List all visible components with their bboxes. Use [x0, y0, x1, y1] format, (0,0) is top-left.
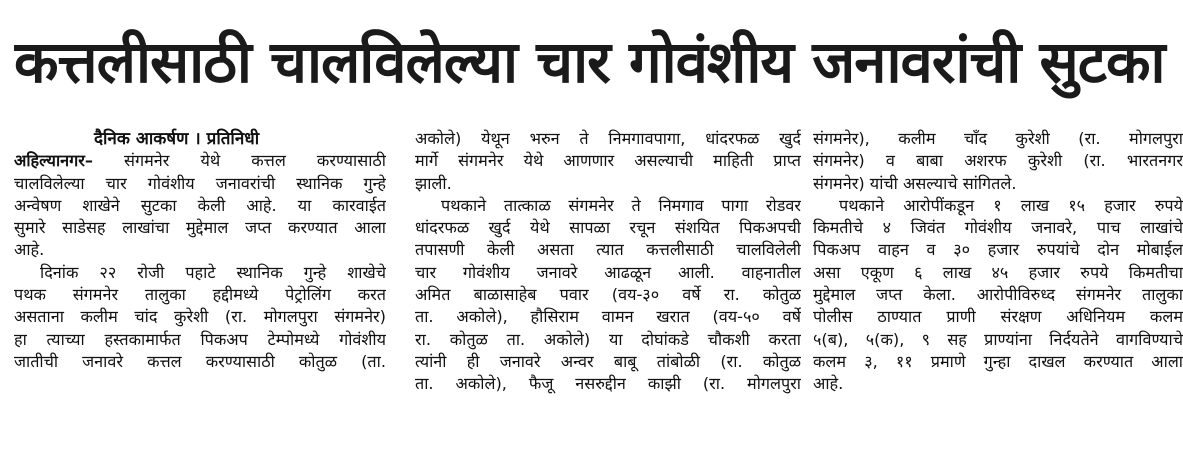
article-line: पोलीस ठाण्यात प्राणी संरक्षण अधिनियम कलम: [813, 307, 1183, 327]
article-line: रा. कोतुळ ता. अकोले) या दोघांकडे चौकशी करता: [415, 329, 801, 349]
headline: कत्तलीसाठी चालविलेल्या चार गोवंशीय जनावरांची सुटका: [14, 28, 1165, 96]
article-line: असा एकूण ६ लाख ४५ हजार रुपये किमतीचा: [813, 262, 1183, 282]
article-line: ता. अकोले), फैजू नसरुद्दीन काझी (रा. मोगलपुरा: [415, 374, 801, 394]
article-column-2: [415, 128, 801, 467]
article-line: [14, 150, 386, 172]
article-line: आहे.: [813, 374, 844, 394]
article-line: ५(ब), ५(क), ९ सह प्राण्यांना निर्दयतेने वागविण्याचे: [813, 329, 1183, 349]
article-line: तपासणी केली असता त्यात कत्तलीसाठी चालविलेली: [415, 240, 801, 260]
article-line: दिनांक २२ रोजी पहाटे स्थानिक गुन्हे शाखेचे: [40, 262, 386, 282]
article-line: अमित बाळासाहेब पवार (वय-३० वर्षे रा. कोतुळ: [415, 285, 801, 305]
article-line: कलम ३, ११ प्रमाणे गुन्हा दाखल करण्यात आला: [813, 351, 1183, 371]
article-line: धांदरफळ खुर्द येथे सापळा रचून संशयित पिकअपची: [415, 218, 801, 238]
article-line: अन्वेषण शाखेने सुटका केली आहे. या कारवाईत: [14, 195, 386, 215]
article-line: संगमनेर), कलीम चाँद कुरेशी (रा. मोगलपुरा: [813, 129, 1183, 148]
article-line: किमतीचे ४ जिवंत गोवंशीय जनावरे, पाच लाखांचे: [813, 218, 1183, 238]
article-line: मुद्देमाल जप्त केला. आरोपीविरुध्द संगमनेर तालुका: [813, 285, 1183, 305]
article-line: असताना कलीम चांद कुरेशी (रा. मोगलपुरा संगमनेर): [14, 307, 386, 327]
article-line: चालविलेल्या चार गोवंशीय जनावरांची स्थानिक गुन्हे: [14, 173, 386, 193]
article-line: मार्गे संगमनेर येथे आणणार असल्याची माहिती प्राप्त: [415, 151, 801, 171]
article-line: सुमारे साडेसह लाखांचा मुद्देमाल जप्त करण्यात आला: [14, 218, 386, 238]
article-line: संगमनेर) व बाबा अशरफ कुरेशी (रा. भारतनगर: [813, 151, 1183, 171]
article-line: ता. अकोले), हौसिराम वामन खरात (वय-५० वर्षे: [415, 307, 801, 327]
article-line-text: संगमनेर येथे कत्तल करण्यासाठी: [124, 151, 386, 171]
article-line: चार गोवंशीय जनावरे आढळून आली. वाहनातील: [415, 262, 801, 282]
article-line: आहे.: [14, 240, 45, 260]
dateline: अहिल्यानगर–: [14, 151, 93, 171]
article-line: संगमनेर) यांची असल्याचे सांगितले.: [813, 173, 1017, 193]
article-line: पिकअप वाहन व ३० हजार रुपयांचे दोन मोबाईल: [813, 240, 1183, 260]
article-line: अकोले) येथून भरुन ते निमगावपागा, धांदरफळ खुर्द: [415, 129, 801, 148]
article-column-3: [813, 128, 1183, 467]
article-line: जातीची जनावरे कत्तल करण्यासाठी कोतुळ (ता.: [14, 351, 386, 371]
article-line: त्यांनी ही जनावरे अन्वर बाबू तांबोळी (रा. कोतुळ: [415, 351, 801, 371]
byline: दैनिक आकर्षण । प्रतिनिधी: [94, 129, 260, 149]
article-line: पथकाने आरोपींकडून १ लाख १५ हजार रुपये: [839, 195, 1183, 215]
article-line: हा त्याच्या हस्तकामार्फत पिकअप टेम्पोमध्ये गोवंशीय: [14, 329, 386, 349]
article-line: पथक संगमनेर तालुका हद्दीमध्ये पेट्रोलिंग करत: [14, 285, 386, 305]
article-column-1: [14, 128, 386, 467]
article-line: पथकाने तात्काळ संगमनेर ते निमगाव पागा रोडवर: [441, 195, 801, 215]
article-line: झाली.: [415, 173, 452, 193]
